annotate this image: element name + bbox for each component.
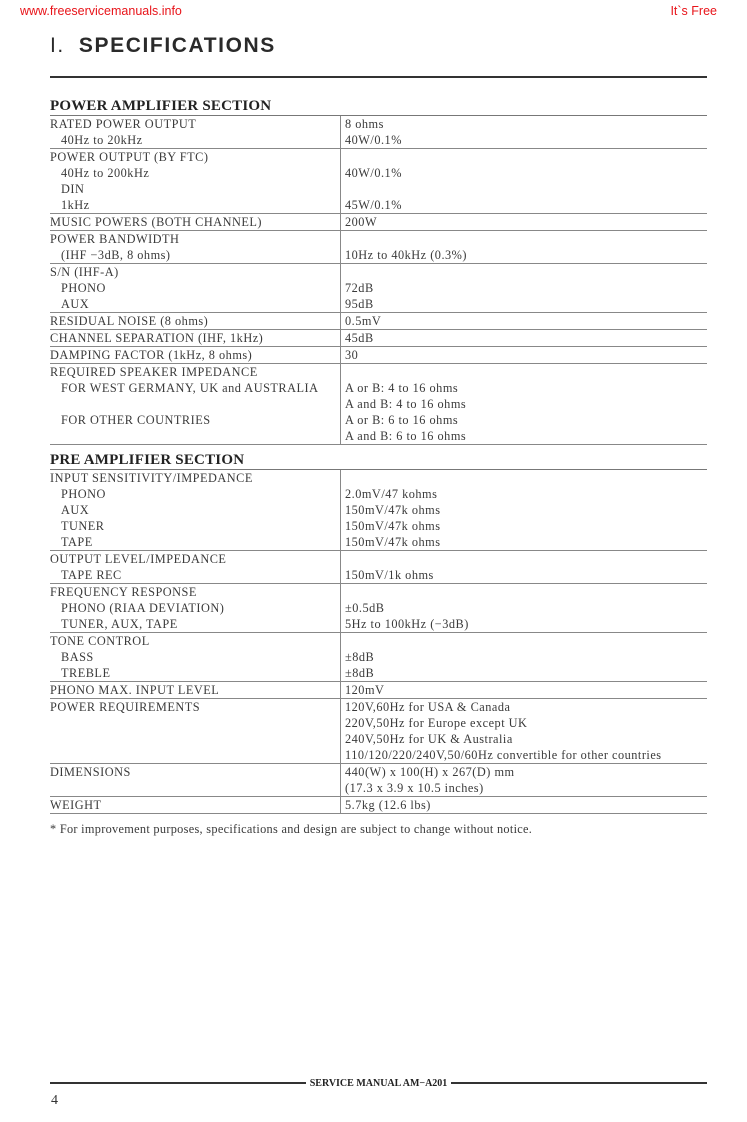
section-title: POWER AMPLIFIER SECTION (50, 97, 707, 116)
spec-values (341, 149, 707, 213)
spec-label: 40Hz to 200kHz (61, 166, 150, 180)
spec-label: REQUIRED SPEAKER IMPEDANCE (50, 365, 258, 379)
spec-value: 5Hz to 100kHz (−3dB) (345, 617, 469, 631)
spec-row (50, 231, 707, 264)
spec-values (341, 231, 707, 263)
spec-value: 2.0mV/47 kohms (345, 487, 438, 501)
spec-value (345, 181, 707, 197)
spec-label: DAMPING FACTOR (1kHz, 8 ohms) (50, 348, 253, 362)
spec-labels (50, 364, 341, 444)
spec-labels (50, 633, 341, 681)
section-title: PRE AMPLIFIER SECTION (50, 451, 707, 470)
title-rule (50, 76, 707, 78)
spec-row (50, 584, 707, 633)
spec-values (341, 347, 707, 363)
spec-label: BASS (61, 650, 94, 664)
spec-label: TONE CONTROL (50, 634, 150, 648)
spec-value: ±0.5dB (345, 601, 385, 615)
spec-label (50, 780, 340, 796)
spec-label: S/N (IHF-A) (50, 265, 119, 279)
title-text: SPECIFICATIONS (78, 34, 276, 57)
spec-value: 40W/0.1% (345, 166, 402, 180)
spec-value (345, 264, 707, 280)
footer-title: SERVICE MANUAL AM−A201 (309, 1077, 448, 1089)
spec-label: 40Hz to 20kHz (61, 133, 143, 147)
spec-row (50, 633, 707, 682)
spec-label: TREBLE (61, 666, 111, 680)
spec-labels (50, 347, 341, 363)
spec-value (345, 231, 707, 247)
spec-values (341, 214, 707, 230)
spec-value: 40W/0.1% (345, 133, 402, 147)
spec-label: DIN (61, 182, 85, 196)
spec-label: TAPE REC (61, 568, 122, 582)
spec-value (345, 551, 707, 567)
spec-value: 120V,60Hz for USA & Canada (345, 700, 511, 714)
footer-rule-left (50, 1082, 306, 1084)
spec-labels (50, 214, 341, 230)
pre-amplifier-section (50, 451, 707, 814)
spec-labels (50, 330, 341, 346)
spec-label: TUNER (61, 519, 105, 533)
spec-row (50, 551, 707, 584)
spec-value (345, 584, 707, 600)
spec-values (341, 330, 707, 346)
spec-label: DIMENSIONS (50, 765, 131, 779)
spec-value: ±8dB (345, 650, 375, 664)
spec-row (50, 364, 707, 445)
spec-label: TUNER, AUX, TAPE (61, 617, 178, 631)
spec-label: PHONO (RIAA DEVIATION) (61, 601, 225, 615)
footnote: * For improvement purposes, specifications and design are subject to change without notice. (50, 822, 533, 836)
spec-label: PHONO MAX. INPUT LEVEL (50, 683, 220, 697)
spec-labels (50, 264, 341, 312)
spec-value: 150mV/1k ohms (345, 568, 434, 582)
spec-value: 220V,50Hz for Europe except UK (345, 716, 528, 730)
spec-value (345, 364, 707, 380)
spec-value: 95dB (345, 297, 374, 311)
spec-value: 8 ohms (345, 117, 384, 131)
spec-label: RESIDUAL NOISE (8 ohms) (50, 314, 209, 328)
spec-row (50, 797, 707, 814)
site-link[interactable]: www.freeservicemanuals.info (20, 4, 182, 18)
spec-value: 150mV/47k ohms (345, 503, 441, 517)
spec-row (50, 682, 707, 699)
spec-row (50, 347, 707, 364)
spec-label: PHONO (61, 281, 106, 295)
power-amplifier-section (50, 97, 707, 445)
spec-value: A or B: 4 to 16 ohms (345, 381, 459, 395)
spec-row (50, 699, 707, 764)
spec-values (341, 764, 707, 796)
spec-label (50, 715, 340, 731)
spec-values (341, 364, 707, 444)
spec-label: PHONO (61, 487, 106, 501)
spec-labels (50, 313, 341, 329)
spec-label: TAPE (61, 535, 93, 549)
spec-row (50, 214, 707, 231)
spec-values (341, 551, 707, 583)
spec-value: 0.5mV (345, 314, 382, 328)
page-title (50, 34, 276, 58)
spec-value: 240V,50Hz for UK & Australia (345, 732, 513, 746)
spec-label: POWER OUTPUT (BY FTC) (50, 150, 209, 164)
spec-values (341, 313, 707, 329)
spec-label: OUTPUT LEVEL/IMPEDANCE (50, 552, 227, 566)
spec-row (50, 264, 707, 313)
spec-value: A and B: 4 to 16 ohms (345, 397, 467, 411)
page-number: 4 (51, 1093, 58, 1108)
footer-rule-right (451, 1082, 707, 1084)
spec-labels (50, 584, 341, 632)
spec-label: WEIGHT (50, 798, 102, 812)
spec-values (341, 682, 707, 698)
spec-label: (IHF −3dB, 8 ohms) (61, 248, 171, 262)
spec-label: POWER REQUIREMENTS (50, 700, 201, 714)
spec-label: AUX (61, 297, 90, 311)
spec-value (345, 633, 707, 649)
spec-values (341, 470, 707, 550)
spec-row (50, 330, 707, 347)
spec-row (50, 116, 707, 149)
spec-value: 72dB (345, 281, 374, 295)
spec-value: A or B: 6 to 16 ohms (345, 413, 459, 427)
spec-row (50, 149, 707, 214)
spec-values (341, 699, 707, 763)
spec-label: FREQUENCY RESPONSE (50, 585, 197, 599)
spec-labels (50, 797, 341, 813)
spec-value: A and B: 6 to 16 ohms (345, 429, 467, 443)
spec-value (345, 149, 707, 165)
spec-row (50, 470, 707, 551)
spec-value: 150mV/47k ohms (345, 519, 441, 533)
spec-label: 1kHz (61, 198, 90, 212)
spec-label (50, 747, 340, 763)
spec-labels (50, 682, 341, 698)
spec-value: 30 (345, 348, 359, 362)
spec-value (345, 470, 707, 486)
spec-label: INPUT SENSITIVITY/IMPEDANCE (50, 471, 253, 485)
spec-label: FOR OTHER COUNTRIES (61, 413, 211, 427)
spec-value: 440(W) x 100(H) x 267(D) mm (345, 765, 515, 779)
spec-value: 45dB (345, 331, 374, 345)
spec-labels (50, 116, 341, 148)
spec-value: 5.7kg (12.6 lbs) (345, 798, 431, 812)
spec-labels (50, 699, 341, 763)
chapter-number: I. (50, 34, 65, 57)
spec-value: 110/120/220/240V,50/60Hz convertible for other countries (345, 748, 662, 762)
spec-value: ±8dB (345, 666, 375, 680)
spec-label: MUSIC POWERS (BOTH CHANNEL) (50, 215, 262, 229)
spec-labels (50, 764, 341, 796)
spec-value: (17.3 x 3.9 x 10.5 inches) (345, 781, 484, 795)
spec-label: RATED POWER OUTPUT (50, 117, 197, 131)
spec-value: 150mV/47k ohms (345, 535, 441, 549)
spec-label: CHANNEL SEPARATION (IHF, 1kHz) (50, 331, 264, 345)
spec-label (50, 731, 340, 747)
spec-value: 120mV (345, 683, 385, 697)
footer (50, 1076, 707, 1090)
spec-row (50, 764, 707, 797)
spec-values (341, 264, 707, 312)
spec-labels (50, 551, 341, 583)
spec-values (341, 116, 707, 148)
spec-label: FOR WEST GERMANY, UK and AUSTRALIA (61, 381, 319, 395)
spec-label: POWER BANDWIDTH (50, 232, 180, 246)
spec-label (50, 396, 340, 412)
spec-row (50, 313, 707, 330)
spec-label (50, 428, 340, 444)
spec-value: 45W/0.1% (345, 198, 402, 212)
spec-value: 200W (345, 215, 378, 229)
spec-values (341, 797, 707, 813)
spec-labels (50, 231, 341, 263)
spec-values (341, 633, 707, 681)
spec-label: AUX (61, 503, 90, 517)
spec-labels (50, 149, 341, 213)
spec-values (341, 584, 707, 632)
tagline: It`s Free (670, 4, 717, 18)
spec-value: 10Hz to 40kHz (0.3%) (345, 248, 468, 262)
spec-labels (50, 470, 341, 550)
